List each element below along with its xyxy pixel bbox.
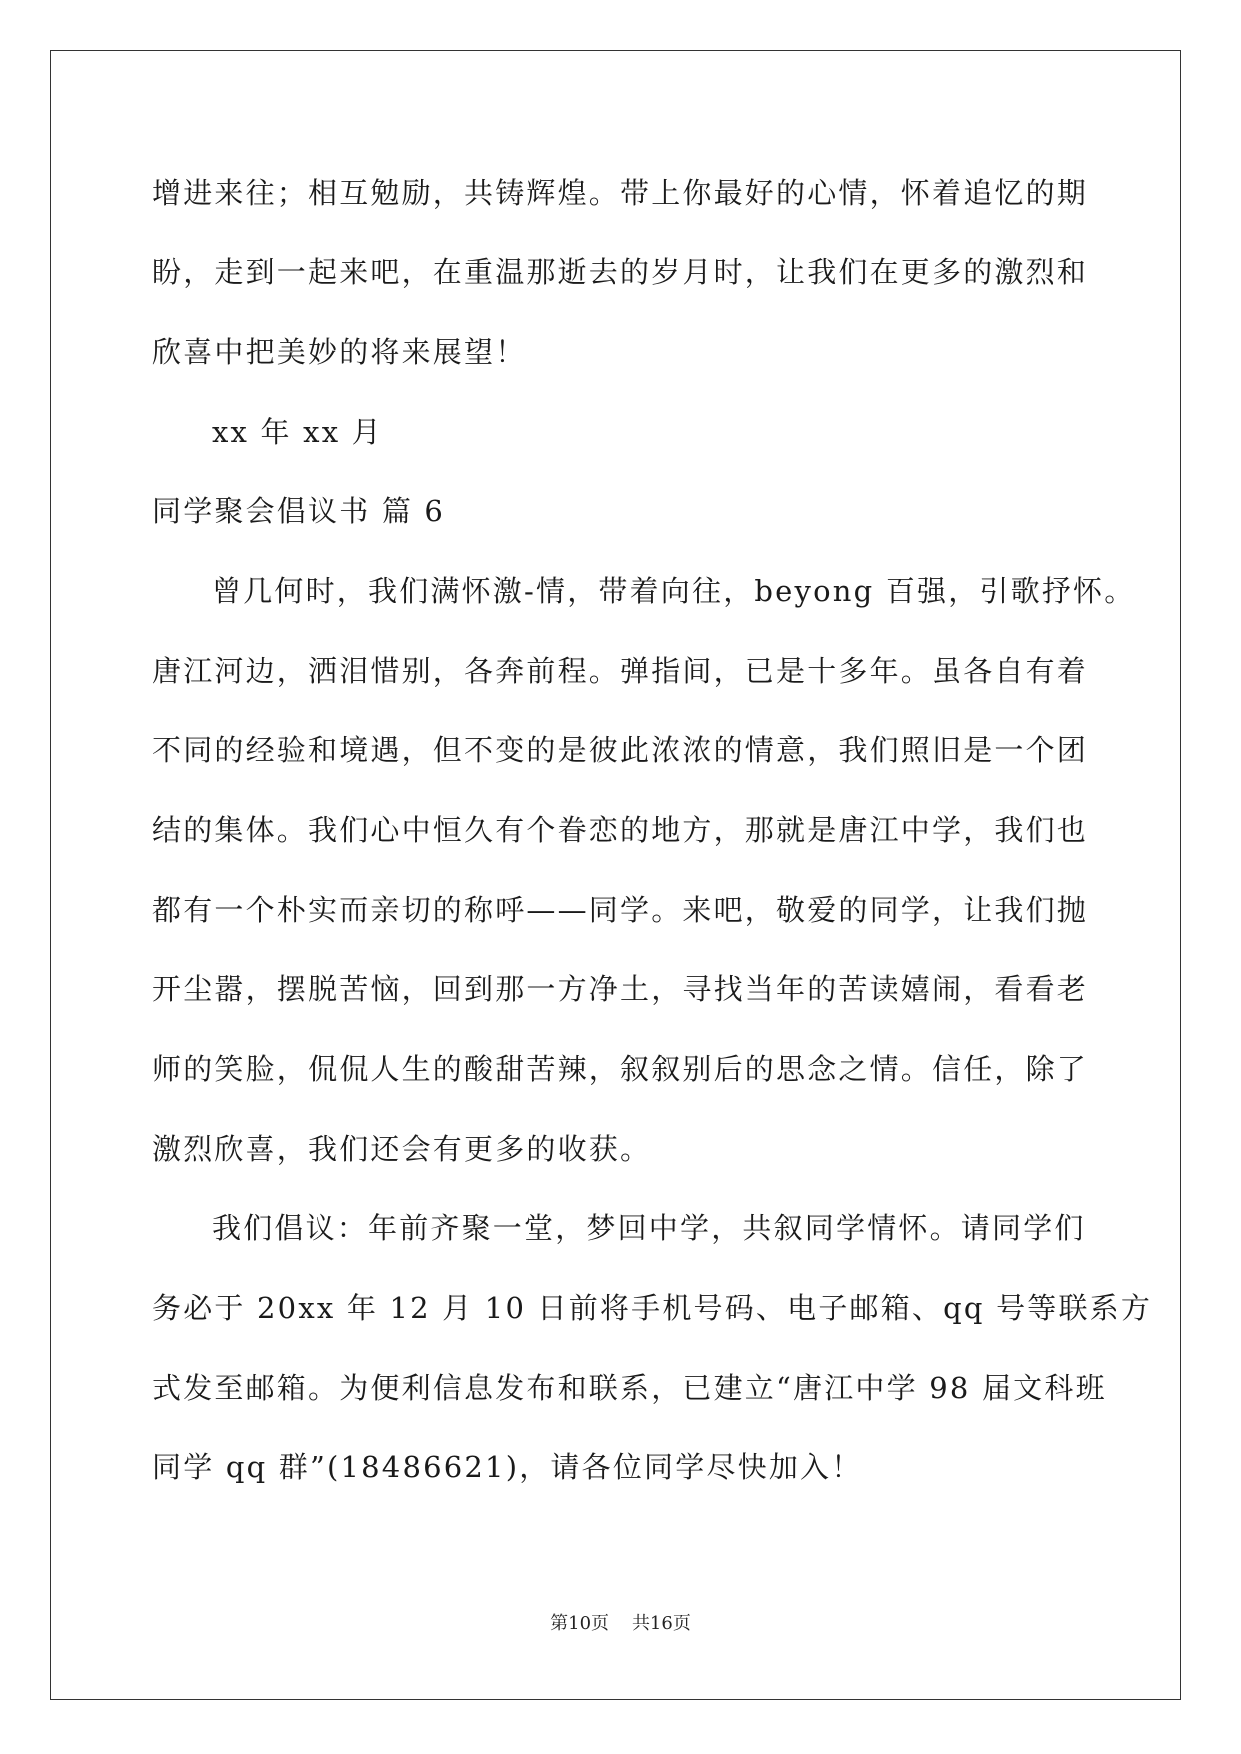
text-line: 激烈欣喜，我们还会有更多的收获。 bbox=[152, 1132, 652, 1166]
text-line: 都有一个朴实而亲切的称呼——同学。来吧，敬爱的同学，让我们抛 bbox=[152, 893, 1089, 927]
text-line: 务必于 20xx 年 12 月 10 日前将手机号码、电子邮箱、qq 号等联系方 bbox=[152, 1291, 1153, 1325]
text-line: 我们倡议：年前齐聚一堂，梦回中学，共叙同学情怀。请同学们 bbox=[212, 1211, 1086, 1245]
text-line: 结的集体。我们心中恒久有个眷恋的地方，那就是唐江中学，我们也 bbox=[152, 813, 1089, 847]
text-line: 欣喜中把美妙的将来展望！ bbox=[152, 335, 527, 369]
text-line: 增进来往；相互勉励，共铸辉煌。带上你最好的心情，怀着追忆的期 bbox=[152, 176, 1089, 210]
page-total: 共16页 bbox=[631, 1613, 691, 1634]
text-line: 曾几何时，我们满怀激-情，带着向往，beyong 百强，引歌抒怀。 bbox=[212, 574, 1136, 608]
date-line: xx 年 xx 月 bbox=[212, 415, 383, 449]
text-line: 同学 qq 群”(18486621)，请各位同学尽快加入！ bbox=[152, 1450, 863, 1484]
page-footer bbox=[0, 1612, 1241, 1636]
text-line: 师的笑脸，侃侃人生的酸甜苦辣，叙叙别后的思念之情。信任，除了 bbox=[152, 1052, 1089, 1086]
text-line: 开尘嚣，摆脱苦恼，回到那一方净土，寻找当年的苦读嬉闹，看看老 bbox=[152, 972, 1089, 1006]
page-number: 第10页 bbox=[550, 1613, 610, 1634]
text-line: 盼，走到一起来吧，在重温那逝去的岁月时，让我们在更多的激烈和 bbox=[152, 255, 1089, 289]
section-heading: 同学聚会倡议书 篇 6 bbox=[152, 494, 446, 528]
text-line: 唐江河边，洒泪惜别，各奔前程。弹指间，已是十多年。虽各自有着 bbox=[152, 654, 1089, 688]
text-line: 式发至邮箱。为便利信息发布和联系，已建立“唐江中学 98 届文科班 bbox=[152, 1371, 1107, 1405]
text-line: 不同的经验和境遇，但不变的是彼此浓浓的情意，我们照旧是一个团 bbox=[152, 733, 1089, 767]
